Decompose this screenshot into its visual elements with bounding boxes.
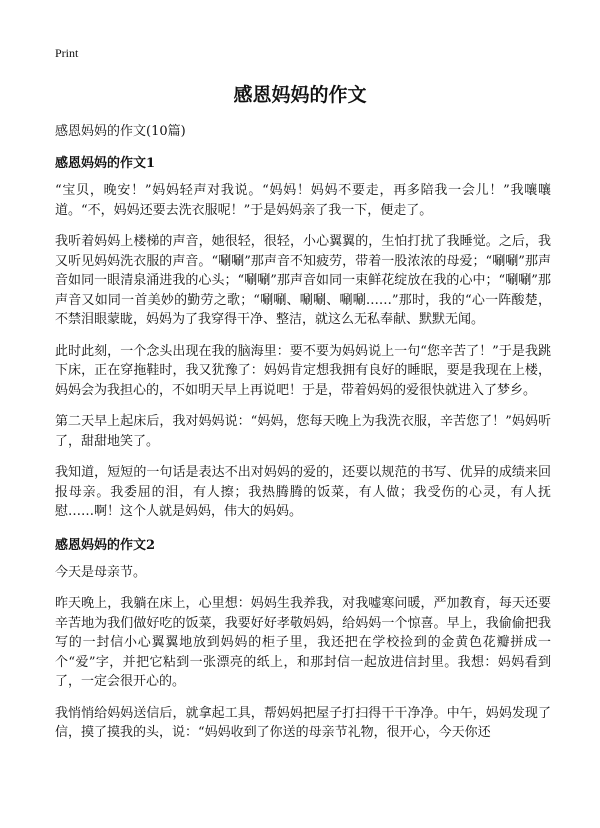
document-title: 感恩妈妈的作文 bbox=[233, 84, 367, 106]
paragraph: 我悄悄给妈妈送信后，就拿起工具，帮妈妈把屋子打扫得干干净净。中午，妈妈发现了信，摸了摸我的头，说：“妈妈收到了你送的母亲节礼物，很开心，今天你还 bbox=[55, 705, 551, 740]
document-body bbox=[55, 120, 551, 755]
paragraph: 我听着妈妈上楼梯的声音，她很轻，很轻，小心翼翼的，生怕打扰了我睡觉。之后，我又听见妈妈洗衣服的声音。“唰唰”那声音不知疲劳，带着一股浓浓的母爱；“唰唰”那声音如同一眼清泉涌进我的心头；“唰唰”那声音如同一束鲜花绽放在我的心中；“唰唰”那声音又如同一首美妙的勤劳之歌；“唰唰、唰唰、唰唰……”那时，我的“心一阵酸楚，不禁泪眼蒙眬，妈妈为了我穿得干净、整洁，就这么无私奉献、默默无闻。 bbox=[55, 234, 551, 327]
print-link[interactable]: Print bbox=[55, 46, 79, 60]
document-subtitle: 感恩妈妈的作文(10篇) bbox=[55, 124, 186, 139]
section-heading-1: 感恩妈妈的作文1 bbox=[55, 156, 156, 171]
paragraph: 第二天早上起床后，我对妈妈说：“妈妈，您每天晚上为我洗衣服，辛苦您了！”妈妈听了，甜甜地笑了。 bbox=[55, 414, 551, 449]
paragraph: 昨天晚上，我躺在床上，心里想：妈妈生我养我，对我嘘寒问暖，严加教育，每天还要辛苦地为我们做好吃的饭菜，我要好好孝敬妈妈，给妈妈一个惊喜。早上，我偷偷把我写的一封信小心翼翼地放到妈妈的柜子里，我还把在学校捡到的金黄色花瓣拼成一个“爱”字，并把它粘到一张漂亮的纸上，和那封信一起放进信封里。我想：妈妈看到了，一定会很开心的。 bbox=[55, 596, 551, 689]
paragraph: “宝贝，晚安！”妈妈轻声对我说。“妈妈！妈妈不要走，再多陪我一会儿！”我嚷嚷道。“不，妈妈还要去洗衣服呢！”于是妈妈亲了我一下，便走了。 bbox=[55, 183, 551, 218]
paragraph: 我知道，短短的一句话是表达不出对妈妈的爱的，还要以规范的书写、优异的成绩来回报母亲。我委屈的泪，有人擦；我热腾腾的饭菜，有人做；我受伤的心灵，有人抚慰……啊！这个人就是妈妈，伟大的妈妈。 bbox=[55, 465, 551, 519]
paragraph: 今天是母亲节。 bbox=[55, 564, 147, 580]
section-heading-2: 感恩妈妈的作文2 bbox=[55, 537, 156, 553]
paragraph: 此时此刻，一个念头出现在我的脑海里：要不要为妈妈说上一句“您辛苦了！”于是我跳下床，正在穿拖鞋时，我又犹豫了：妈妈肯定想我拥有良好的睡眠，要是我现在上楼，妈妈会为我担心的，不如明天早上再说吧！于是，带着妈妈的爱很快就进入了梦乡。 bbox=[55, 343, 551, 398]
